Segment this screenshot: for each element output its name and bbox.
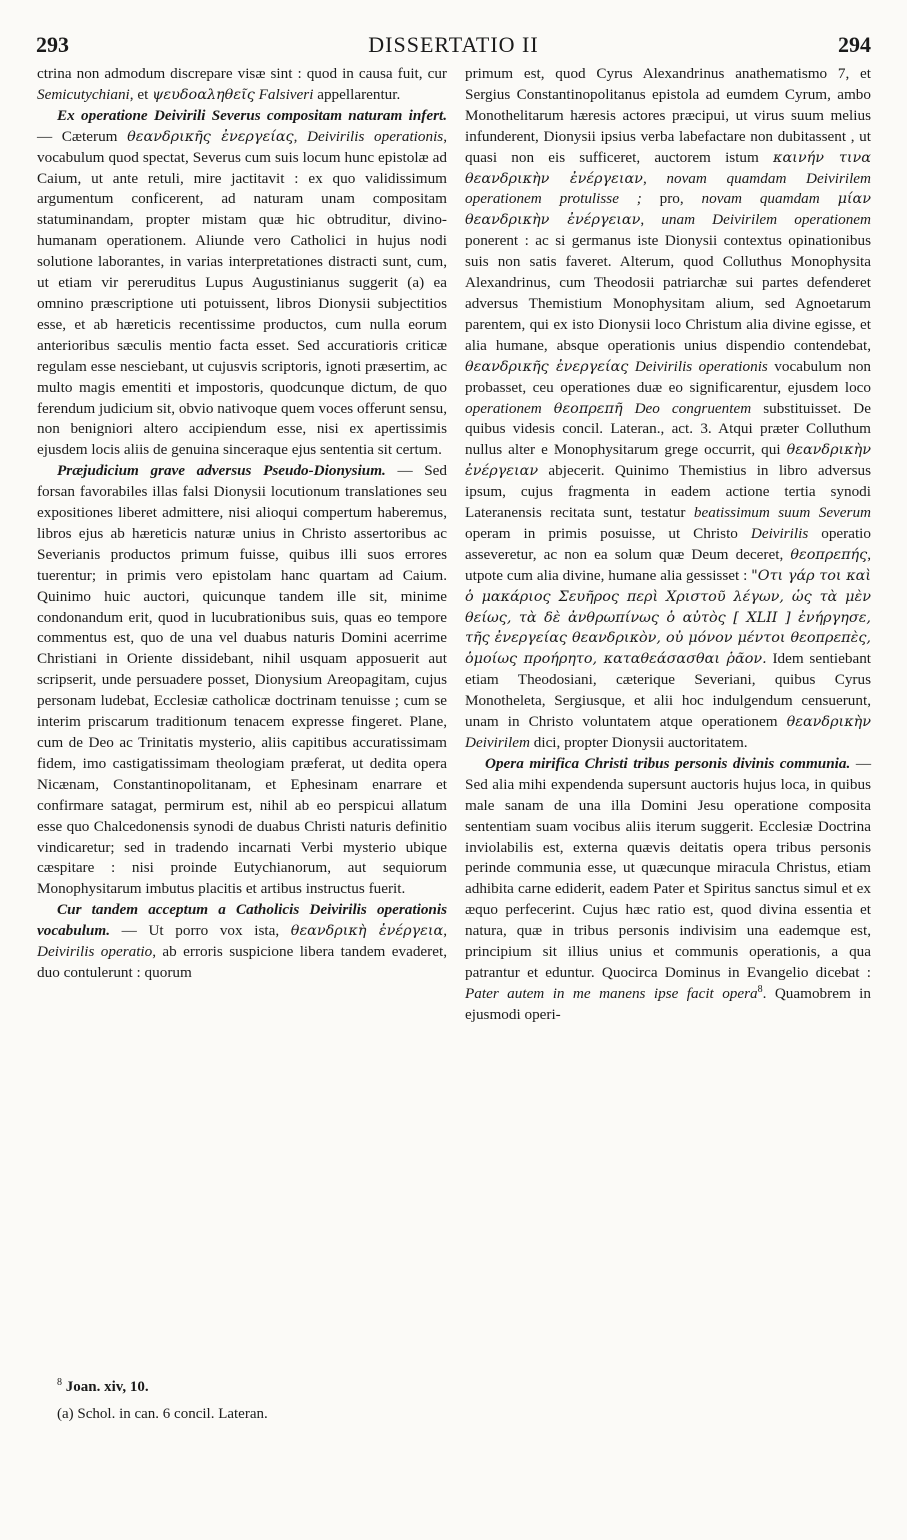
paragraph: primum est, quod Cyrus Alexandrinus anathematismo 7, et Sergius Constantinopolitanus epistola ad eumdem Cyrum, ambo Monothelitarum hæresis actores præcipui, ut virus suum melius infunderent, Dionysii ipsius verba labefactare non dubitassent , ut quasi non eis sufficeret, auctorem istum καινήν τινα θεανδρικὴν ἐνέργειαν, novam quamdam Deivirilem operationem protulisse ; pro, novam quamdam μίαν θεανδρικὴν ἐνέργειαν, unam Deivirilem operationem ponerent : ac si germanus iste Dionysii contextus opinationibus suis non satis faveret. Alterum, quod Colluthus Monophysita Alexandrinus, cum Theodosii patriarchæ sui partes defenderet adversus Themistium Monophysitam alium, sed Agnoetarum parentem, qui ex isto Dionysii loco Christum alia divine egisse, et alia humane, absque operationis unius dispendio contendebat, θεανδρικῆς ἐνεργείας Deivirilis operationis vocabulum non probasset, ceu operationes duæ eo significarentur, ejusdem loco operationem θεοπρεπῆ Deo congruentem substituisset. De quibus videsis concil. Lateran., act. 3. Atqui præter Colluthum nullus alter e Monophysitarum grege occurrit, qui θεανδρικὴν ἐνέργειαν abjecerit. Quinimo Themistius in libro adversus ipsum, cujus fragmenta in eadem actione tertia synodi Lateranensis recitata sunt, testatur beatissimum suum Severum operam in primis posuisse, ut Christo Deivirilis operatio asseveretur, ac non ea solum quæ Deum deceret, θεοπρεπής, utpote cum alia divine, humane alia gessisset : "Οτι γάρ τοι καὶ ὁ μακάριος Σευῆρος περὶ Χριστοῦ λέγων, ὡς τὰ μὲν θείως, τὰ δὲ ἀνθρωπίνως ὁ αὐτὸς [ XLII ] ἐνήργησε, τῆς ἐνεργείας θεανδρικὸν, οὐ μόνον μέντοι θεοπρεπὲς, ὁμοίως προήρητο, καταθεάσασθαι ῥᾶον. Idem sentiebant etiam Theodosiani, cæterique Severiani, quibus Cyrus Monotheleta, Sergiusque, et alii hoc indulgendum censuerunt, unam in Christo voluntatem atque operationem θεανδρικὴν Deivirilem dici, propter Dionysii auctoritatem.	[465, 65, 872, 751]
section-heading: Opera mirifica Christi tribus personis divinis communia.	[485, 754, 851, 772]
page-number-right: 294	[838, 32, 871, 57]
section-heading: Cur tandem acceptum a Catholicis Deivirilis operationis vocabulum.	[37, 901, 447, 940]
running-title: DISSERTATIO II	[368, 32, 539, 57]
section-heading: Ex operatione Deivirili Severus compositam naturam infert.	[57, 106, 447, 124]
footnote: $^8$ Joan. xiv, 10.	[57, 1377, 149, 1395]
running-header	[36, 32, 871, 62]
page-number-left: 293	[36, 32, 69, 57]
paragraph: Præjudicium grave adversus Pseudo-Dionysium. — Sed forsan favorabiles illas falsi Dionysii locutionum translationes seu expositiones liberet admittere, nisi alioqui compertum haberemus, libros ejus ab hæreticis naturæ unius in Christo assertoribus ac Severianis productos primum fuisse, quibus illi suos errores tuerentur; in primis vero epistolam hanc quartam ad Caium. Quinimo huic auctori, quicunque tandem ille sit, minime condonandum erit, quod in lucubrationibus suis, quas eo tempore commentus est, quo de una vel duabus naturis Domini acerrime Christiani in Oriente dissidebant, nihil usquam apposuerit aut scripserit, unde persuadere posset, Dionysium Areopagitam, cujus personam ludebat, Ecclesiæ catholicæ doctrinam tenuisse ; cum se interim priscarum traditionum tenacem expresse fingeret. Plane, cum de Deo ac Trinitatis mysterio, aliis capitibus accuratissimam fidem, imo castigatissimam theologiam præferat, ut dedita opera Nicænam, Constantinopolitanam, et Ephesinam enarrare et confirmare satagat, permirum est, nihil ab eo perspicui allatum esse quo Chalcedonensis synodi de duabus Christi naturis definitio vindicaretur; sed in tradendo incarnati Verbi mysterio ubique cæspitare : nisi proinde Eutychianorum, aut sequiorum Monophysitarum imbutus placitis et artibus instructus fuerit.	[37, 462, 447, 898]
footnote: (a) Schol. in can. 6 concil. Lateran.	[57, 1406, 268, 1422]
paragraph: ctrina non admodum discrepare visæ sint : quod in causa fuit, cur Semicutychiani, et ψευδοαληθεῖς Falsiveri appellarentur.	[37, 65, 447, 103]
left-column	[37, 64, 447, 984]
footnotes	[37, 1374, 447, 1428]
right-column	[465, 64, 871, 1026]
paragraph: Opera mirifica Christi tribus personis divinis communia. — Sed alia mihi expendenda supersunt auctoris hujus loca, in quibus male sanam de una illa Domini Jesu operatione composita sententiam suam vocibus aliis iterum suggerit. Ecclesiæ Doctrina inviolabilis est, externa quævis deitatis opera tribus personis perinde communia esse, ut quæcunque miracula Christus, etiam adhibita carne ediderit, eadem Pater et Spiritus sanctus simul et ex æquo perfecerint. Cujus hæc ratio est, quod divina essentia et natura, quæ in tribus personis indivisim una eademque est, principium sit illius unius et communis operationis, a qua patrantur et eduntur. Quocirca Dominus in Evangelio dicebat : Pater autem in me manens ipse facit opera$^8$. Quamobrem in ejusmodi operi-	[465, 754, 871, 1023]
paragraph: Cur tandem acceptum a Catholicis Deivirilis operationis vocabulum. — Ut porro vox ista, θεανδρικὴ ἐνέργεια, Deivirilis operatio, ab erroris suspicione libera tandem evaderet, duo contulerunt : quorum	[37, 901, 448, 981]
section-heading: Præjudicium grave adversus Pseudo-Dionysium.	[57, 462, 386, 480]
paragraph: Ex operatione Deivirili Severus compositam naturam infert. — Cæterum θεανδρικῆς ἐνεργείας, Deivirilis operationis, vocabulum quod spectat, Severus cum suis locum hunc epistolæ ad Caium, ut ante retuli, mire jactitavit : ex quo validissimum argumentum conficerent, ad naturam unam compositam statuminandam, propter mistam quæ hic obtruditur, divino-humanam operationem. Aliunde vero Catholici in hujus nodi solutione laborantes, in varias interpretationes distracti sunt, cum, ut etiam vir pereruditus Lupus Augustinianus suggerit (a) ea omnino præscriptione uti potuissent, libros Dionysii subjectitios esse, et ab hæreticis recentissime productos, cum nulla eorum anterioribus sæculis mentio facta esset. Sed accuratioris criticæ regulam esse nesciebant, ut cujusvis scriptoris, ignoti præsertim, ac multo magis ementiti et impostoris, quodcunque dictum, de quo ferendum judicium sit, obvio nativoque quem voces offerunt sensu, non benigniori altero accipiendum esse, nisi ex apertissimis ejusdem locis aliis de genuina sinceraque ejus sententia sit certum.	[37, 106, 447, 459]
